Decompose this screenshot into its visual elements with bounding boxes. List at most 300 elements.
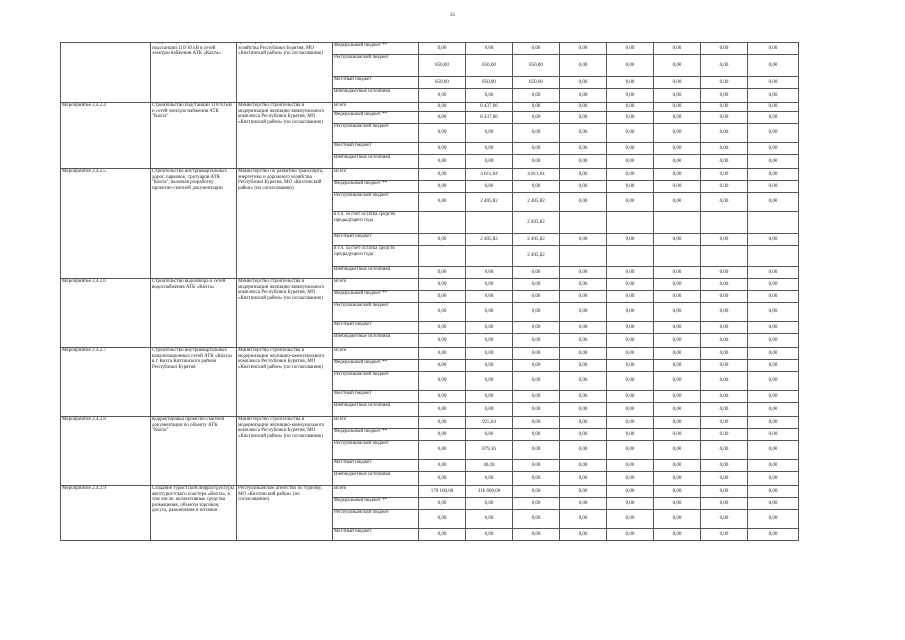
value-cell: 0,00	[701, 43, 748, 55]
value-cell: 0,00	[701, 193, 748, 212]
value-cell: 4 811,64	[513, 169, 560, 181]
event-name-cell-text: Создание туристской инфраструктуры автотуристского кластера «Кяхта», в том числе: коллективные средства размещения, объекты торговли, досуга, развлечения и питания	[152, 486, 234, 514]
value-cell: 0,00	[513, 322, 560, 334]
value-cell: 0,00	[419, 429, 466, 441]
value-cell: 0,00	[513, 391, 560, 403]
value-cell: 0,00	[748, 155, 799, 169]
value-cell: 0,00	[607, 279, 654, 291]
value-cell: 0,00	[466, 510, 513, 529]
value-cell: 0,00	[419, 529, 466, 541]
value-cell: 0,00	[654, 472, 701, 486]
value-cell: 0,00	[748, 267, 799, 279]
value-cell: 0,00	[466, 124, 513, 143]
value-cell: 0,00	[748, 181, 799, 193]
executor-cell	[237, 169, 333, 279]
value-cell: 0,00	[748, 124, 799, 143]
executor-cell	[237, 417, 333, 486]
value-cell: 0,00	[701, 267, 748, 279]
event-cell	[61, 279, 151, 348]
funding-source-cell: Внебюджетные источники	[333, 403, 419, 417]
value-cell: 0,00	[513, 155, 560, 169]
event-name-cell	[151, 103, 237, 169]
value-cell: 0,00	[607, 486, 654, 498]
value-cell: 0,00	[607, 112, 654, 124]
funding-source-cell: Внебюджетные источники	[333, 267, 419, 279]
executor-cell	[237, 486, 333, 541]
value-cell: 0,00	[419, 472, 466, 486]
value-cell: 0,00	[560, 112, 607, 124]
value-cell: 0,00	[607, 429, 654, 441]
value-cell: 0,00	[607, 291, 654, 303]
event-name-cell-text: Строительство водозабора и сетей водоснабжения АТК «Кяхта»	[152, 279, 226, 290]
funding-source-cell: Внебюджетные источники	[333, 155, 419, 169]
value-cell: 0,00	[513, 124, 560, 143]
event-cell-text: Мероприятие 2.4.2.4	[62, 103, 106, 108]
value-cell: 0,00	[419, 181, 466, 193]
value-cell: 0,00	[701, 322, 748, 334]
value-cell: 0,00	[701, 510, 748, 529]
value-cell: 0,00	[748, 43, 799, 55]
value-cell: 0,00	[419, 441, 466, 460]
value-cell	[607, 212, 654, 234]
value-cell: 0,00	[701, 417, 748, 429]
value-cell: 850,00	[513, 77, 560, 89]
value-cell: 0,00	[748, 441, 799, 460]
value-cell: 0,00	[701, 234, 748, 246]
value-cell: 0,00	[560, 279, 607, 291]
value-cell: 0,00	[466, 181, 513, 193]
value-cell: 0,00	[513, 498, 560, 510]
value-cell: 0,00	[466, 155, 513, 169]
value-cell: 0,00	[701, 77, 748, 89]
value-cell: 0,00	[560, 391, 607, 403]
value-cell: 850,00	[419, 77, 466, 89]
value-cell: 0,00	[513, 291, 560, 303]
table-row	[61, 43, 799, 55]
value-cell: 0,00	[419, 155, 466, 169]
value-cell: 0,00	[701, 89, 748, 103]
value-cell: 0,00	[654, 303, 701, 322]
value-cell: 0,00	[466, 303, 513, 322]
event-cell-text: Мероприятие 2.4.2.6	[62, 279, 106, 284]
value-cell: 0,00	[748, 498, 799, 510]
value-cell: 0,00	[466, 43, 513, 55]
value-cell: 0,00	[654, 291, 701, 303]
value-cell: 0,00	[607, 43, 654, 55]
value-cell: 0,00	[560, 460, 607, 472]
funding-source-cell: Республиканский бюджет	[333, 124, 419, 143]
value-cell: 0,00	[748, 103, 799, 112]
event-name-cell-text: Строительство внутриквартальных дорог, парковок, тротуаров АТК "Кяхта", включая разработку проектно-сметной документации	[152, 169, 228, 191]
value-cell: 0,00	[701, 291, 748, 303]
event-name-cell	[151, 486, 237, 541]
value-cell: 0,00	[748, 417, 799, 429]
event-name-cell	[151, 169, 237, 279]
value-cell: 0,00	[560, 322, 607, 334]
value-cell: 0,00	[513, 486, 560, 498]
value-cell: 0,00	[607, 460, 654, 472]
value-cell: 0,00	[607, 348, 654, 360]
executor-cell-text: Министерство строительства и модернизации жилищно-коммунального комплекса Республики Бурятия, МО «Кяхтинский район» (по согласованию)	[238, 417, 325, 439]
value-cell: 0,00	[513, 89, 560, 103]
executor-cell-text: Министерство строительства и модернизации жилищно-коммунального комплекса Республики Бурятия, МО «Кяхтинский район» (по согласованию)	[238, 348, 325, 370]
value-cell: 0,00	[607, 441, 654, 460]
value-cell: 879,36	[466, 441, 513, 460]
value-cell: 2 405,82	[513, 212, 560, 234]
value-cell: 0,00	[748, 112, 799, 124]
value-cell: 0,00	[701, 460, 748, 472]
value-cell	[419, 246, 466, 267]
value-cell: 0,00	[560, 486, 607, 498]
value-cell: 0,00	[654, 279, 701, 291]
value-cell: 0,00	[560, 89, 607, 103]
value-cell: 0,00	[654, 348, 701, 360]
value-cell: 0,00	[560, 55, 607, 77]
value-cell: 0,00	[419, 112, 466, 124]
value-cell: 0,00	[748, 291, 799, 303]
value-cell: 0,00	[701, 391, 748, 403]
event-cell	[61, 417, 151, 486]
value-cell: 0,00	[654, 486, 701, 498]
value-cell: 0,00	[419, 334, 466, 348]
event-cell	[61, 43, 151, 103]
value-cell: 0,00	[466, 348, 513, 360]
value-cell: 0,00	[513, 43, 560, 55]
value-cell: 0,00	[654, 334, 701, 348]
event-name-cell-text: Корректировка проектно-сметной документации по объекту АТК "Кяхта"	[152, 417, 225, 434]
value-cell: 0,00	[607, 403, 654, 417]
funding-source-cell: Внебюджетные источники	[333, 472, 419, 486]
value-cell: 0,00	[654, 77, 701, 89]
table-row	[61, 486, 799, 498]
value-cell: 0,00	[419, 417, 466, 429]
value-cell: 0,00	[607, 322, 654, 334]
value-cell: 0,00	[654, 391, 701, 403]
value-cell: 0,00	[513, 360, 560, 372]
value-cell: 0,00	[701, 143, 748, 155]
value-cell: 0,00	[466, 403, 513, 417]
value-cell: 0,00	[560, 334, 607, 348]
value-cell: 0,00	[701, 348, 748, 360]
value-cell: 0,00	[560, 103, 607, 112]
value-cell: 0,00	[419, 460, 466, 472]
value-cell: 0,00	[654, 417, 701, 429]
value-cell	[654, 212, 701, 234]
value-cell: 0,00	[607, 89, 654, 103]
value-cell: 0,00	[701, 486, 748, 498]
value-cell: 0,00	[748, 403, 799, 417]
funding-source-cell: Местный бюджет	[333, 143, 419, 155]
funding-source-cell: Федеральный бюджет **	[333, 291, 419, 303]
value-cell: 0,00	[513, 417, 560, 429]
funding-source-cell: Республиканский бюджет	[333, 303, 419, 322]
value-cell: 0,00	[654, 143, 701, 155]
value-cell: 0,00	[748, 55, 799, 77]
value-cell: 0,00	[513, 112, 560, 124]
funding-source-cell: Всего	[333, 169, 419, 181]
funding-source-cell: Всего	[333, 486, 419, 498]
value-cell: 0,00	[654, 360, 701, 372]
funding-source-cell: Федеральный бюджет **	[333, 498, 419, 510]
funding-source-cell: Местный бюджет	[333, 529, 419, 541]
value-cell: 0,00	[560, 372, 607, 391]
value-cell: 0,00	[560, 291, 607, 303]
value-cell	[560, 246, 607, 267]
value-cell: 0,00	[513, 348, 560, 360]
value-cell: 0,00	[466, 472, 513, 486]
value-cell	[560, 212, 607, 234]
value-cell	[701, 246, 748, 267]
value-cell: 0,00	[701, 303, 748, 322]
value-cell: 0,00	[607, 124, 654, 143]
event-name-cell-text: Строительство внутриквартальных канализационных сетей АТК «Кяхта» в г. Кяхта Кяхтинского района Республики Бурятия	[152, 348, 233, 370]
value-cell: 0,00	[607, 334, 654, 348]
value-cell: 0,00	[419, 267, 466, 279]
value-cell: 0,00	[419, 322, 466, 334]
value-cell: 0,00	[748, 510, 799, 529]
value-cell: 0,00	[701, 103, 748, 112]
value-cell: 0,00	[654, 43, 701, 55]
value-cell: 0,00	[419, 143, 466, 155]
value-cell: 0,00	[560, 472, 607, 486]
value-cell: 0,00	[513, 510, 560, 529]
funding-source-cell: Местный бюджет	[333, 77, 419, 89]
value-cell: 0,00	[560, 529, 607, 541]
value-cell: 0,00	[701, 112, 748, 124]
value-cell: 0,00	[419, 391, 466, 403]
value-cell: 0,00	[560, 124, 607, 143]
event-cell	[61, 348, 151, 417]
event-name-cell	[151, 348, 237, 417]
value-cell: 0,00	[419, 510, 466, 529]
value-cell: 0,00	[513, 334, 560, 348]
value-cell: 0,00	[701, 279, 748, 291]
value-cell: 0,00	[560, 234, 607, 246]
value-cell: 0,00	[701, 441, 748, 460]
value-cell: 0,00	[466, 498, 513, 510]
value-cell: 0,00	[419, 372, 466, 391]
value-cell: 0,00	[607, 372, 654, 391]
funding-source-cell: Внебюджетные источники	[333, 334, 419, 348]
value-cell: 0,00	[654, 124, 701, 143]
value-cell: 0,00	[748, 360, 799, 372]
value-cell: 0,00	[607, 181, 654, 193]
value-cell: 46,28	[466, 460, 513, 472]
value-cell: 0,00	[466, 291, 513, 303]
value-cell: 0,00	[748, 303, 799, 322]
value-cell: 2 405,82	[513, 193, 560, 212]
value-cell: 0,00	[701, 169, 748, 181]
funding-source-cell: Республиканский бюджет	[333, 372, 419, 391]
executor-cell	[237, 103, 333, 169]
value-cell: 0,00	[607, 391, 654, 403]
funding-source-cell: Местный бюджет	[333, 234, 419, 246]
value-cell	[748, 212, 799, 234]
executor-cell-text: транспорту, энергетике и дорожного хозяйства Республики Бурятия, МО «Кяхтинский район» (по согласованию)	[238, 42, 323, 57]
value-cell: 0,00	[654, 112, 701, 124]
value-cell: 0,00	[701, 372, 748, 391]
value-cell: 0,00	[607, 77, 654, 89]
funding-source-cell: Федеральный бюджет **	[333, 360, 419, 372]
value-cell	[748, 246, 799, 267]
value-cell: 2 405,82	[466, 193, 513, 212]
value-cell: 0,00	[748, 193, 799, 212]
value-cell: 0,00	[466, 372, 513, 391]
funding-source-cell: в т.ч. за счет остатка средств предыдущего года	[333, 246, 419, 267]
table-row	[61, 169, 799, 181]
value-cell: 850,00	[513, 55, 560, 77]
value-cell: 0,00	[607, 360, 654, 372]
funding-source-cell: Республиканский бюджет	[333, 441, 419, 460]
value-cell: 0,00	[466, 89, 513, 103]
value-cell: 0,00	[560, 429, 607, 441]
value-cell: 170 100,00	[419, 486, 466, 498]
funding-source-cell: Республиканский бюджет	[333, 55, 419, 77]
value-cell: 0,00	[419, 43, 466, 55]
value-cell: 0,00	[654, 460, 701, 472]
value-cell: 0,00	[560, 77, 607, 89]
value-cell: 0,00	[748, 460, 799, 472]
value-cell: 0,00	[748, 77, 799, 89]
value-cell: 0,00	[419, 169, 466, 181]
value-cell: 0,00	[513, 103, 560, 112]
value-cell: 0,00	[560, 193, 607, 212]
value-cell: 0,00	[607, 143, 654, 155]
value-cell: 0,00	[701, 472, 748, 486]
funding-source-cell: Республиканский бюджет	[333, 510, 419, 529]
value-cell: 0,00	[654, 529, 701, 541]
value-cell: 0,00	[654, 193, 701, 212]
value-cell: 0,00	[701, 181, 748, 193]
value-cell: 0,00	[607, 55, 654, 77]
funding-source-cell: Всего	[333, 348, 419, 360]
value-cell: 0,00	[560, 181, 607, 193]
value-cell: 0,00	[513, 279, 560, 291]
value-cell: 0,00	[654, 89, 701, 103]
value-cell: 0,00	[654, 267, 701, 279]
value-cell: 0,00	[748, 391, 799, 403]
value-cell: 0,00	[654, 103, 701, 112]
value-cell: 8 437,06	[466, 103, 513, 112]
value-cell: 0,00	[701, 360, 748, 372]
value-cell: 0,00	[607, 498, 654, 510]
funding-source-cell: Республиканский бюджет	[333, 193, 419, 212]
value-cell: 0,00	[654, 155, 701, 169]
value-cell: 0,00	[419, 291, 466, 303]
value-cell: 0,00	[701, 55, 748, 77]
budget-table	[60, 42, 799, 541]
page-number: 35	[450, 13, 455, 18]
value-cell: 0,00	[466, 143, 513, 155]
value-cell: 0,00	[466, 322, 513, 334]
value-cell: 0,00	[466, 267, 513, 279]
event-name-cell	[151, 43, 237, 103]
value-cell: 0,00	[466, 429, 513, 441]
value-cell: 0,00	[654, 55, 701, 77]
funding-source-cell: Внебюджетные источники	[333, 89, 419, 103]
value-cell: 0,00	[748, 279, 799, 291]
value-cell: 0,00	[654, 181, 701, 193]
value-cell: 0,00	[419, 193, 466, 212]
value-cell: 0,00	[419, 303, 466, 322]
value-cell: 925,64	[466, 417, 513, 429]
table-row	[61, 348, 799, 360]
value-cell: 0,00	[560, 441, 607, 460]
value-cell: 850,00	[419, 55, 466, 77]
value-cell: 0,00	[654, 169, 701, 181]
value-cell: 0,00	[701, 429, 748, 441]
executor-cell	[237, 43, 333, 103]
value-cell: 0,00	[748, 89, 799, 103]
value-cell: 0,00	[419, 348, 466, 360]
value-cell: 0,00	[513, 472, 560, 486]
value-cell: 2 405,82	[513, 246, 560, 267]
value-cell: 0,00	[701, 403, 748, 417]
funding-source-cell: Местный бюджет	[333, 460, 419, 472]
value-cell: 0,00	[513, 181, 560, 193]
value-cell: 0,00	[419, 89, 466, 103]
value-cell: 8 437,06	[466, 112, 513, 124]
executor-cell-text: Министерство по развитию транспорта, энергетики и дорожного хозяйства Республики Бурятия, МО «Кяхтинский район» (по согласованию)	[238, 169, 324, 191]
value-cell	[419, 212, 466, 234]
funding-source-cell: Всего	[333, 417, 419, 429]
value-cell: 0,00	[607, 303, 654, 322]
executor-cell-text: Министерство строительства и модернизации жилищно-коммунального комплекса Республики Бурятия, МО «Кяхтинский район» (по согласованию)	[238, 103, 325, 125]
event-cell	[61, 486, 151, 541]
funding-source-cell: Федеральный бюджет **	[333, 112, 419, 124]
value-cell: 0,00	[466, 391, 513, 403]
value-cell: 0,00	[560, 155, 607, 169]
event-cell	[61, 103, 151, 169]
value-cell: 0,00	[701, 498, 748, 510]
executor-cell	[237, 279, 333, 348]
value-cell: 0,00	[513, 372, 560, 391]
value-cell: 0,00	[654, 510, 701, 529]
value-cell: 0,00	[748, 529, 799, 541]
table-row	[61, 417, 799, 429]
value-cell: 0,00	[701, 334, 748, 348]
value-cell: 0,00	[513, 143, 560, 155]
funding-source-cell: Местный бюджет	[333, 322, 419, 334]
value-cell: 0,00	[419, 360, 466, 372]
value-cell: 0,00	[466, 334, 513, 348]
value-cell: 0,00	[607, 169, 654, 181]
value-cell: 0,00	[513, 267, 560, 279]
value-cell: 0,00	[607, 529, 654, 541]
value-cell: 0,00	[419, 124, 466, 143]
value-cell: 0,00	[607, 267, 654, 279]
value-cell: 0,00	[466, 360, 513, 372]
value-cell: 2 405,82	[466, 234, 513, 246]
value-cell: 0,00	[748, 143, 799, 155]
value-cell: 0,00	[607, 472, 654, 486]
value-cell: 0,00	[701, 155, 748, 169]
event-name-cell	[151, 279, 237, 348]
value-cell: 0,00	[607, 155, 654, 169]
event-cell-text: Мероприятие 2.4.2.7	[62, 348, 106, 353]
value-cell: 0,00	[560, 267, 607, 279]
value-cell: 0,00	[607, 510, 654, 529]
value-cell	[701, 212, 748, 234]
value-cell: 0,00	[419, 103, 466, 112]
value-cell: 0,00	[654, 234, 701, 246]
value-cell: 0,00	[607, 193, 654, 212]
event-cell-text: Мероприятие 2.4.2.5	[62, 169, 106, 174]
value-cell: 0,00	[560, 360, 607, 372]
value-cell: 2 405,82	[513, 234, 560, 246]
executor-cell-text: Министерство строительства и модернизации жилищно-коммунального комплекса Республики Бурятия, МО «Кяхтинский район» (по согласованию)	[238, 279, 325, 301]
value-cell: 0,00	[748, 169, 799, 181]
